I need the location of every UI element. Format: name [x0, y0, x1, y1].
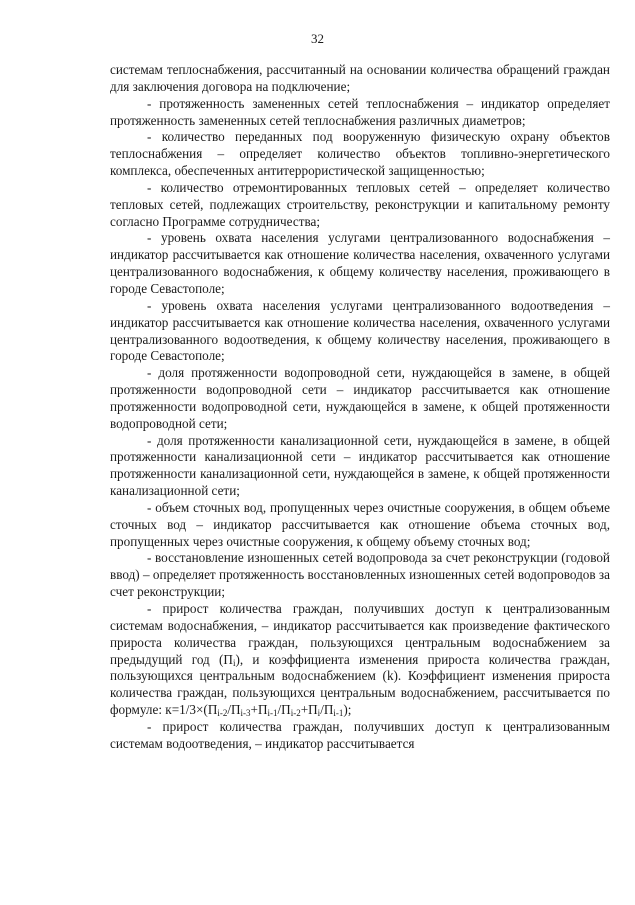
- paragraph: - протяженность замененных сетей теплоснабжения – индикатор определяет протяженность замененных сетей теплоснабжения различных диаметров;: [110, 95, 610, 128]
- paragraph: - прирост количества граждан, получивших доступ к централизованным системам водоотведения, – индикатор рассчитывается: [110, 718, 610, 751]
- paragraph: - уровень охвата населения услугами централизованного водоснабжения – индикатор рассчитывается как отношение количества населения, охваченного услугами централизованного водоснабжения, к общему количеству населения, проживающего в городе Севастополе;: [110, 230, 610, 296]
- subscript: i: [232, 657, 236, 668]
- paragraph-with-formula: [110, 601, 610, 719]
- paragraph: - уровень охвата населения услугами централизованного водоотведения – индикатор рассчитывается как отношение количества населения, охваченного услугами централизованного водоотведения, к общему количеству населения, проживающего в городе Севастополе;: [110, 297, 610, 364]
- formula-subscript: i-2: [290, 708, 301, 719]
- paragraph: - количество отремонтированных тепловых сетей – определяет количество тепловых сетей, подлежащих строительству, реконструкции и капитальному ремонту согласно Программе сотрудничества;: [110, 179, 610, 229]
- formula-part: /П: [320, 702, 334, 718]
- paragraph: - доля протяженности канализационной сети, нуждающейся в замене, в общей протяженности канализационной сети – индикатор рассчитывается как отношение протяженности канализационной сети, нуждающейся в замене, к общей протяженности канализационной сети;: [110, 432, 610, 499]
- formula-subscript: i: [317, 708, 321, 719]
- formula-subscript: i-1: [333, 708, 344, 719]
- formula-part: к=1/3×(П: [165, 702, 218, 718]
- paragraph: - доля протяженности водопроводной сети, нуждающейся в замене, в общей протяженности водопроводной сети – индикатор рассчитывается как отношение протяженности водопроводной сети, нуждающейся в замене, к общей протяженности водопроводной сети;: [110, 365, 610, 431]
- paragraph: - количество переданных под вооруженную физическую охрану объектов теплоснабжения – определяет количество объектов топливно-энергетического комплекса, обеспеченных антитеррористической защищенностью;: [110, 129, 610, 179]
- formula-part: +П: [300, 702, 318, 718]
- formula-part: );: [343, 702, 352, 718]
- body-text: [110, 62, 610, 753]
- paragraph: - восстановление изношенных сетей водопровода за счет реконструкции (годовой ввод) – определяет протяженность восстановленных изношенных сетей водопроводов за счет реконструкции;: [110, 550, 610, 600]
- page-number: 32: [311, 31, 324, 46]
- paragraph: системам теплоснабжения, рассчитанный на основании количества обращений граждан для заключения договора на подключение;: [110, 62, 610, 94]
- formula-part: /П: [227, 702, 241, 718]
- paragraph-text-continued: ), и коэффициента изменения прироста количества граждан, пользующихся центральным водоснабжением (k). Коэффициент изменения прироста количества граждан, пользующихся центральным водоснабжением, рассчитывается по формуле:: [110, 651, 610, 718]
- formula-subscript: i-3: [240, 708, 251, 719]
- formula-part: +П: [250, 702, 268, 718]
- formula-part: /П: [277, 702, 291, 718]
- paragraph-text: - прирост количества граждан, получивших доступ к централизованным системам водоснабжения, – индикатор рассчитывается как произведение фактического прироста количества граждан, пользующихся центральным водоснабжением за предыдущий год (П: [110, 601, 610, 667]
- formula-subscript: i-2: [217, 708, 228, 719]
- formula-subscript: i-1: [267, 708, 278, 719]
- paragraph: - объем сточных вод, пропущенных через очистные сооружения, в общем объеме сточных вод – индикатор рассчитывается как отношение объема сточных вод, пропущенных через очистные сооружения, к общему объему сточных вод;: [110, 499, 610, 549]
- formula: [165, 702, 351, 717]
